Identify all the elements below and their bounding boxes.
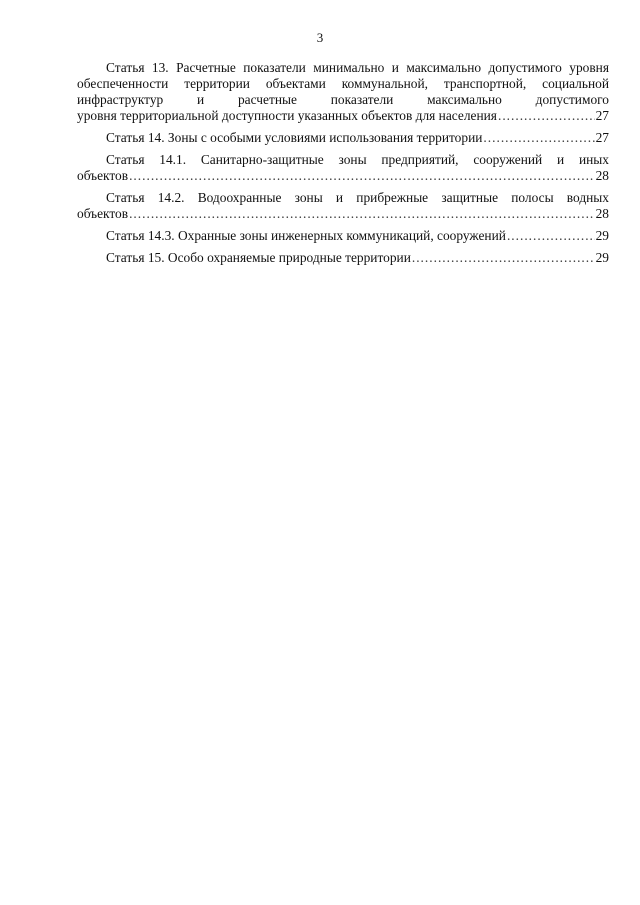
toc-entry-text-end: объектов [77,206,129,221]
toc-entry-text: Статья 14.1. Санитарно-защитные зоны предприятий, сооружений и иных [106,152,609,167]
toc-entry-text-end: уровня территориальной доступности указанных объектов для населения [77,108,497,123]
page-number: 3 [316,30,324,45]
toc-entry-article-14[interactable] [77,130,609,146]
toc-entry-article-14-2[interactable] [77,190,609,222]
toc-page-number: 28 [595,168,609,183]
dot-leader [129,168,595,184]
toc-entry-text: Статья 14. Зоны с особыми условиями использования территории [106,130,483,145]
toc-entry-article-14-3[interactable] [77,228,609,244]
toc-entry-article-13[interactable] [77,60,609,124]
dot-leader [483,130,594,146]
dot-leader [129,206,595,222]
dot-leader [507,228,595,244]
toc-page-number: 29 [595,250,609,265]
toc-page-number: 27 [595,130,609,145]
dot-leader [412,250,595,266]
toc-entry-text-end: объектов [77,168,129,183]
toc-entry-article-14-1[interactable] [77,152,609,184]
toc-entry-article-15[interactable] [77,250,609,266]
toc-entry-text: Статья 15. Особо охраняемые природные территории [106,250,411,265]
toc-entry-text: Статья 14.2. Водоохранные зоны и прибрежные защитные полосы водных [106,190,609,205]
toc-page-number: 28 [595,206,609,221]
toc-entry-text: Статья 13. Расчетные показатели минимально и максимально допустимого уровня обеспеченности территории объектами коммунальной, транспортной, социальной инфраструктур и расчетные показатели максимально допустимого [77,60,609,107]
toc-page-number: 29 [595,228,609,243]
toc-entry-text: Статья 14.3. Охранные зоны инженерных коммуникаций, сооружений [106,228,506,243]
table-of-contents [77,60,609,272]
toc-page-number: 27 [595,108,609,123]
dot-leader [498,108,595,124]
